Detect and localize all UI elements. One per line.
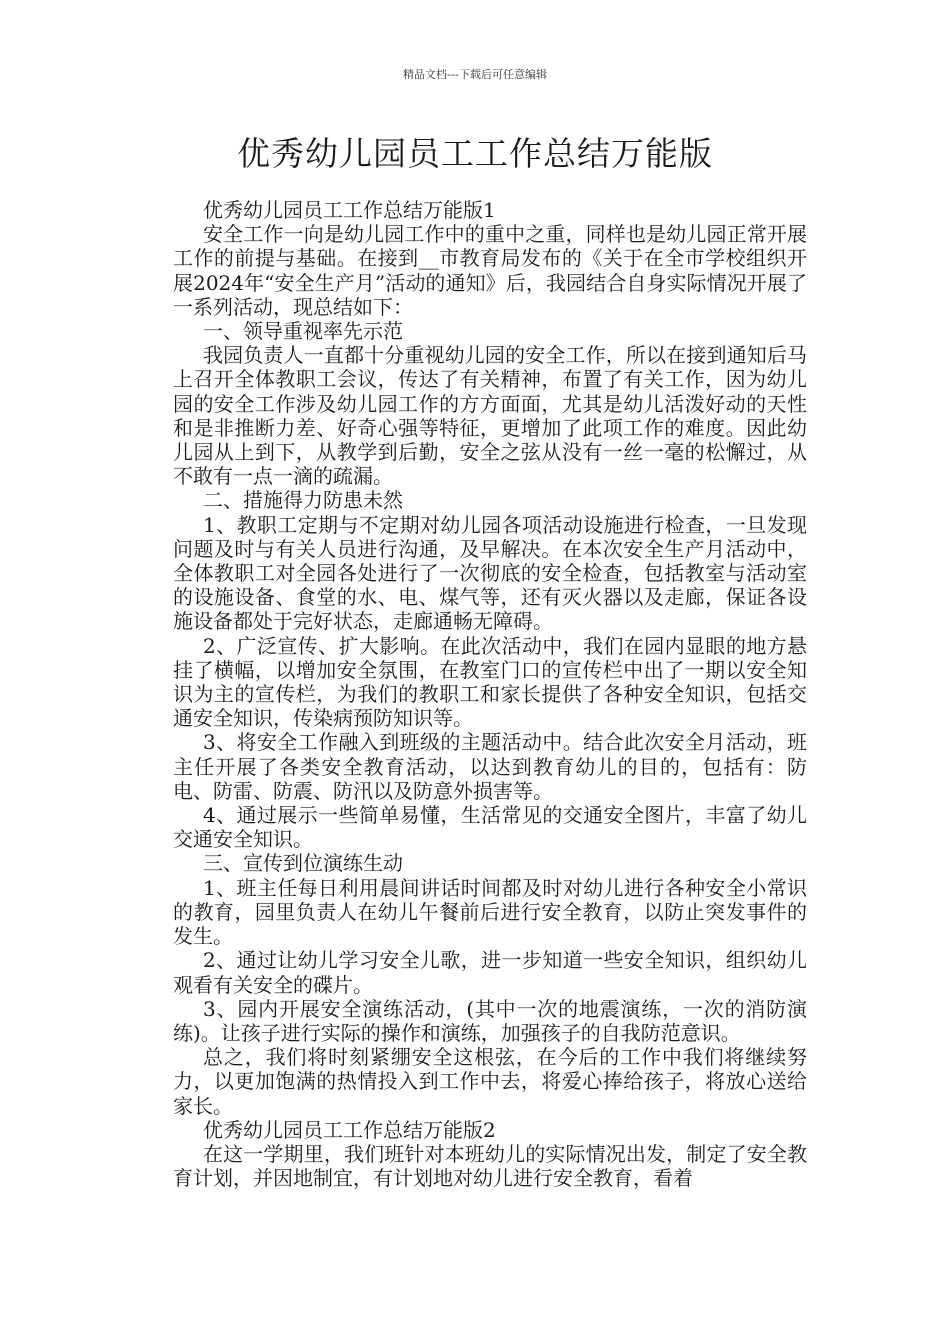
paragraph: 安全工作一向是幼儿园工作中的重中之重，同样也是幼儿园正常开展工作的前提与基础。在接到__市教育局发布的《关于在全市学校组织开展2024年“安全生产月”活动的通知》后，我园结合自身实际情况开展了一系列活动，现总结如下： [173, 222, 807, 319]
subheading: 二、措施得力防患未然 [203, 488, 403, 513]
section-heading: 优秀幼儿园员工工作总结万能版2 [203, 1117, 496, 1142]
paragraph: 3、园内开展安全演练活动，(其中一次的地震演练，一次的消防演练)。让孩子进行实际的操作和演练，加强孩子的自我防范意识。 [173, 996, 807, 1045]
paragraph: 2、广泛宣传、扩大影响。在此次活动中，我们在园内显眼的地方悬挂了横幅，以增加安全氛围，在教室门口的宣传栏中出了一期以安全知识为主的宣传栏，为我们的教职工和家长提供了各种安全知识，包括交通安全知识，传染病预防知识等。 [173, 633, 807, 731]
paragraph: 我园负责人一直都十分重视幼儿园的安全工作，所以在接到通知后马上召开全体教职工会议，传达了有关精神，布置了有关工作，因为幼儿园的安全工作涉及幼儿园工作的方方面面，尤其是幼儿活泼好动的天性和是非推断力差、好奇心强等特征，更增加了此项工作的难度。因此幼儿园从上到下，从教学到后勤，安全之弦从没有一丝一毫的松懈过，从不敢有一点一滴的疏漏。 [173, 343, 807, 489]
document-title: 优秀幼儿园员工工作总结万能版 [237, 134, 713, 173]
paragraph: 在这一学期里，我们班针对本班幼儿的实际情况出发，制定了安全教育计划，并因地制宜，有计划地对幼儿进行安全教育，看着 [173, 1141, 807, 1191]
paragraph: 1、班主任每日利用晨间讲话时间都及时对幼儿进行各种安全小常识的教育，园里负责人在幼儿午餐前后进行安全教育，以防止突发事件的发生。 [173, 875, 807, 949]
paragraph: 4、通过展示一些简单易懂，生活常见的交通安全图片，丰富了幼儿交通安全知识。 [173, 803, 807, 852]
subheading: 一、领导重视率先示范 [203, 319, 403, 344]
document-body [173, 198, 807, 1190]
paragraph: 1、教职工定期与不定期对幼儿园各项活动设施进行检查，一旦发现问题及时与有关人员进行沟通，及早解决。在本次安全生产月活动中，全体教职工对全园各处进行了一次彻底的安全检查，包括教室与活动室的设施设备、食堂的水、电、煤气等，还有灭火器以及走廊，保证各设施设备都处于完好状态，走廊通畅无障碍。 [173, 512, 807, 634]
paragraph: 3、将安全工作融入到班级的主题活动中。结合此次安全月活动，班主任开展了各类安全教育活动，以达到教育幼儿的目的，包括有：防电、防雷、防震、防汛以及防意外损害等。 [173, 730, 807, 803]
paragraph: 2、通过让幼儿学习安全儿歌，进一步知道一些安全知识，组织幼儿观看有关安全的碟片。 [173, 948, 807, 997]
header-note: 精品文档---下载后可任意编辑 [403, 68, 547, 81]
section-heading: 优秀幼儿园员工工作总结万能版1 [203, 198, 496, 222]
paragraph: 总之，我们将时刻紧绷安全这根弦，在今后的工作中我们将继续努力，以更加饱满的热情投入到工作中去，将爱心捧给孩子，将放心送给家长。 [173, 1045, 807, 1118]
subheading: 三、宣传到位演练生动 [203, 851, 403, 876]
